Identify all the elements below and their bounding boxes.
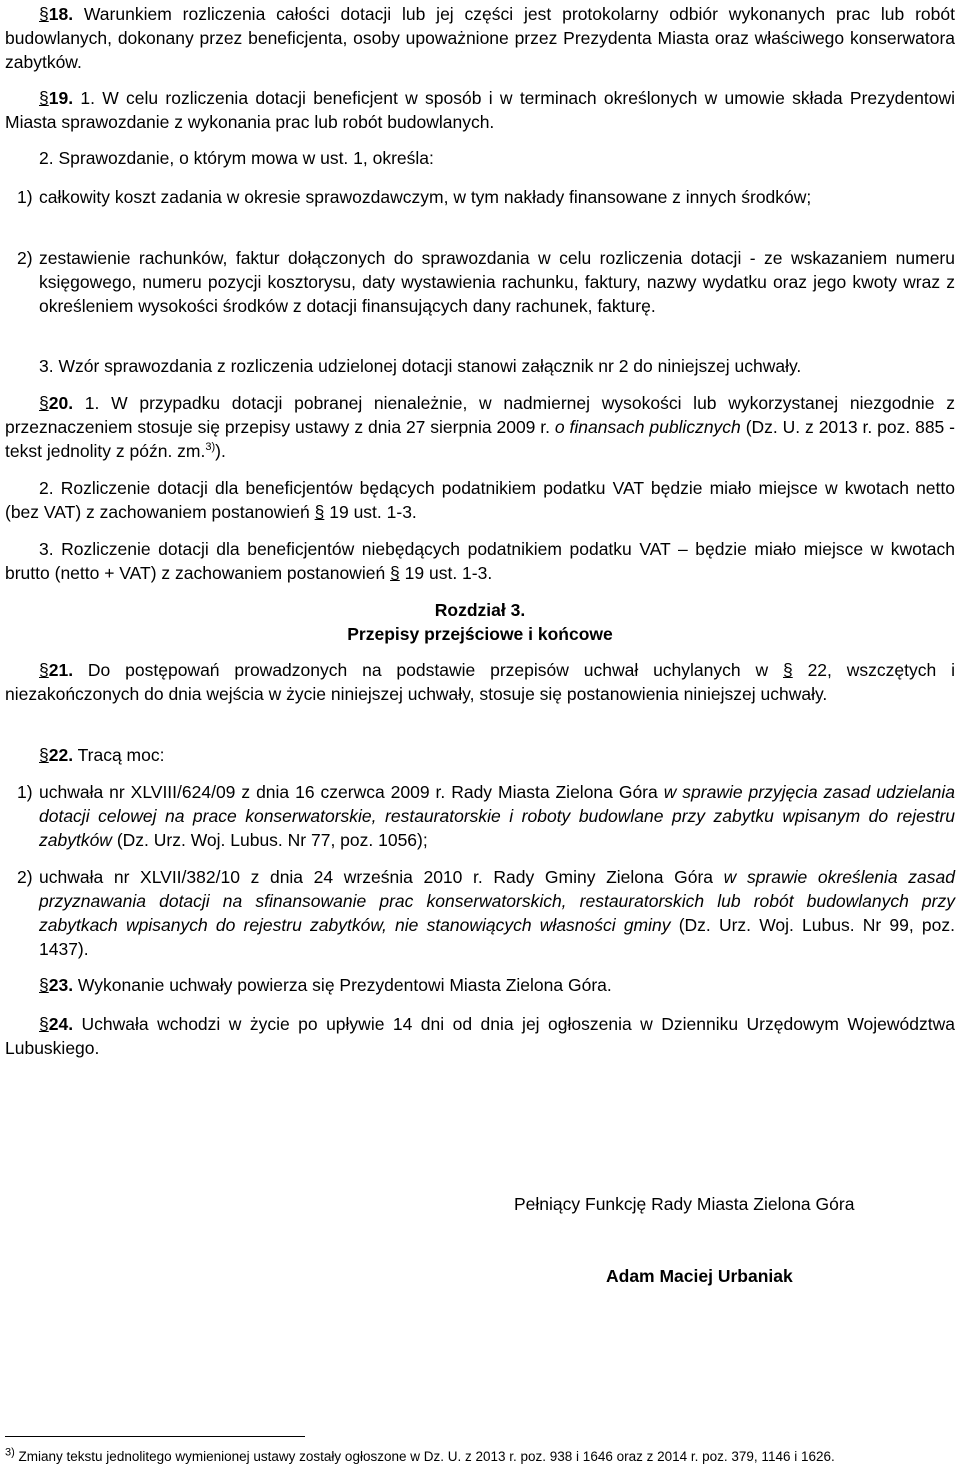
paragraph-text-cont: (Dz. U. z 2013 r. poz. 885 - tekst jednolity z późn. zm. [5,417,956,461]
list-item [5,185,955,209]
section-sign: § [782,660,793,680]
list-number: 1) [17,187,33,207]
list-number: 1) [17,782,33,802]
list-item [5,246,955,318]
footnote-ref: 3) [205,441,216,454]
paragraph-text-end: ). [215,441,226,461]
ust-3-ref: 19 ust. 1-3. [399,563,493,583]
paragraph-20-ust-3 [5,537,955,585]
paragraph-20 [5,391,955,463]
list-item [5,780,955,852]
paragraph-number: 22. [48,745,74,765]
paragraph-number: 23. [48,975,74,995]
act-title: o finansach publicznych [554,417,741,437]
footnote-text: Zmiany tekstu jednolitego wymienionej ustawy zostały ogłoszone w Dz. U. z 2013 r. poz. 938 i 1646 oraz z 2014 r. poz. 379, 1146 i 1626. [14,1449,835,1464]
ust-2-ref: 19 ust. 1-3. [324,502,417,522]
section-sign: § [39,745,49,765]
paragraph-19-ust-2 [5,146,955,170]
list-text [39,780,955,852]
list-text: całkowity koszt zadania w okresie sprawozdawczym, w tym nakłady finansowane z innych środków; [39,187,812,207]
section-sign: § [39,1014,49,1034]
paragraph-text: Do postępowań prowadzonych na podstawie przepisów uchwał uchylanych w [73,660,783,680]
signature-role: Pełniący Funkcję Rady Miasta Zielona Góra [514,1194,855,1214]
footnote-separator [5,1436,305,1437]
resolution-ref: uchwała nr XLVIII/624/09 z dnia 16 czerwca 2009 r. Rady Miasta Zielona Góra [39,782,664,802]
resolution-title: w sprawie określenia zasad przyznawania dotacji na sfinansowanie prac konserwatorskich, restauratorskich lub robót budowlanych przy zabytkach wpisanych do rejestru zabytków, nie stanowiących własności gminy [39,867,955,935]
signature-name: Adam Maciej Urbaniak [606,1266,793,1286]
paragraph-24 [5,1012,955,1060]
section-sign: § [39,88,49,108]
list-number: 2) [17,248,33,268]
paragraph-number: 18. [48,4,74,24]
section-sign: § [390,563,400,583]
chapter-label: Rozdział 3. [434,600,526,620]
chapter-title: Przepisy przejściowe i końcowe [347,624,613,644]
paragraph-19 [5,86,955,134]
paragraph-text: Wykonanie uchwały powierza się Prezydentowi Miasta Zielona Góra. [73,975,612,995]
list-number: 2) [17,867,33,887]
resolution-ref: uchwała nr XLVII/382/10 z dnia 24 września 2010 r. Rady Gminy Zielona Góra [39,867,724,887]
paragraph-19-ust-3 [5,354,955,378]
paragraph-text: 1. W przypadku dotacji pobranej nienależnie, w nadmiernej wysokości lub wykorzystanej niezgodnie z przeznaczeniem stosuje się przepisy ustawy z dnia 27 sierpnia 2009 r. [5,393,955,437]
list-text: zestawienie rachunków, faktur dołączonych do sprawozdania w celu rozliczenia dotacji - ze wskazaniem numeru księgowego, numeru pozycji kosztorysu, daty wystawienia rachunku, faktury, nazwy wydatku oraz jego kwoty wraz z określeniem wysokości środków z dotacji finansujących dany rachunek, fakturę. [39,248,955,316]
ust-2-text: 2. Rozliczenie dotacji dla beneficjentów będących podatnikiem podatku VAT będzie miało miejsce w kwotach netto (bez VAT) z zachowaniem postanowień [5,478,955,522]
ust-2-text: 2. Sprawozdanie, o którym mowa w ust. 1, określa: [39,148,434,168]
ust-3-text: 3. Rozliczenie dotacji dla beneficjentów niebędących podatnikiem podatku VAT – będzie miało miejsce w kwotach brutto (netto + VAT) z zachowaniem postanowień [5,539,955,583]
section-sign: § [314,502,325,522]
paragraph-number: 24. [48,1014,74,1034]
paragraph-22 [5,743,955,767]
footnote-mark: 3) [5,1446,15,1459]
paragraph-text: Uchwała wchodzi w życie po upływie 14 dni od dnia jej ogłoszenia w Dzienniku Urzędowym Województwa Lubuskiego. [5,1014,955,1058]
paragraph-text: 1. W celu rozliczenia dotacji beneficjent w sposób i w terminach określonych w umowie składa Prezydentowi Miasta sprawozdanie z wykonania prac lub robót budowlanych. [5,88,955,132]
paragraph-text-cont: 22, wszczętych i niezakończonych do dnia wejścia w życie niniejszej uchwały, stosuje się postanowienia niniejszej uchwały. [5,660,955,704]
section-sign: § [39,4,49,24]
list-item [5,865,955,961]
paragraph-21 [5,658,955,706]
list-text [39,865,955,961]
paragraph-number: 21. [48,660,74,680]
paragraph-18 [5,2,955,74]
footnote [5,1448,835,1466]
section-sign: § [39,660,49,680]
resolution-title: w sprawie przyjęcia zasad udzielania dotacji celowej na prace konserwatorskie, restauratorskie i roboty budowlane przy zabytku wpisanym do rejestru zabytków [39,782,955,850]
publication-ref: (Dz. Urz. Woj. Lubus. Nr 99, poz. 1437). [39,915,955,959]
paragraph-20-ust-2 [5,476,955,524]
paragraph-text: Warunkiem rozliczenia całości dotacji lub jej części jest protokolarny odbiór wykonanych prac lub robót budowlanych, dokonany przez beneficjenta, osoby upoważnione przez Prezydenta Miasta oraz właściwego konserwatora zabytków. [5,4,955,72]
paragraph-number: 20. [48,393,74,413]
paragraph-number: 19. [48,88,74,108]
paragraph-23 [5,973,955,997]
section-sign: § [39,393,49,413]
publication-ref: (Dz. Urz. Woj. Lubus. Nr 77, poz. 1056); [111,830,428,850]
ust-3-text: 3. Wzór sprawozdania z rozliczenia udzielonej dotacji stanowi załącznik nr 2 do niniejszej uchwały. [39,356,802,376]
section-sign: § [39,975,49,995]
paragraph-text: Tracą moc: [73,745,165,765]
